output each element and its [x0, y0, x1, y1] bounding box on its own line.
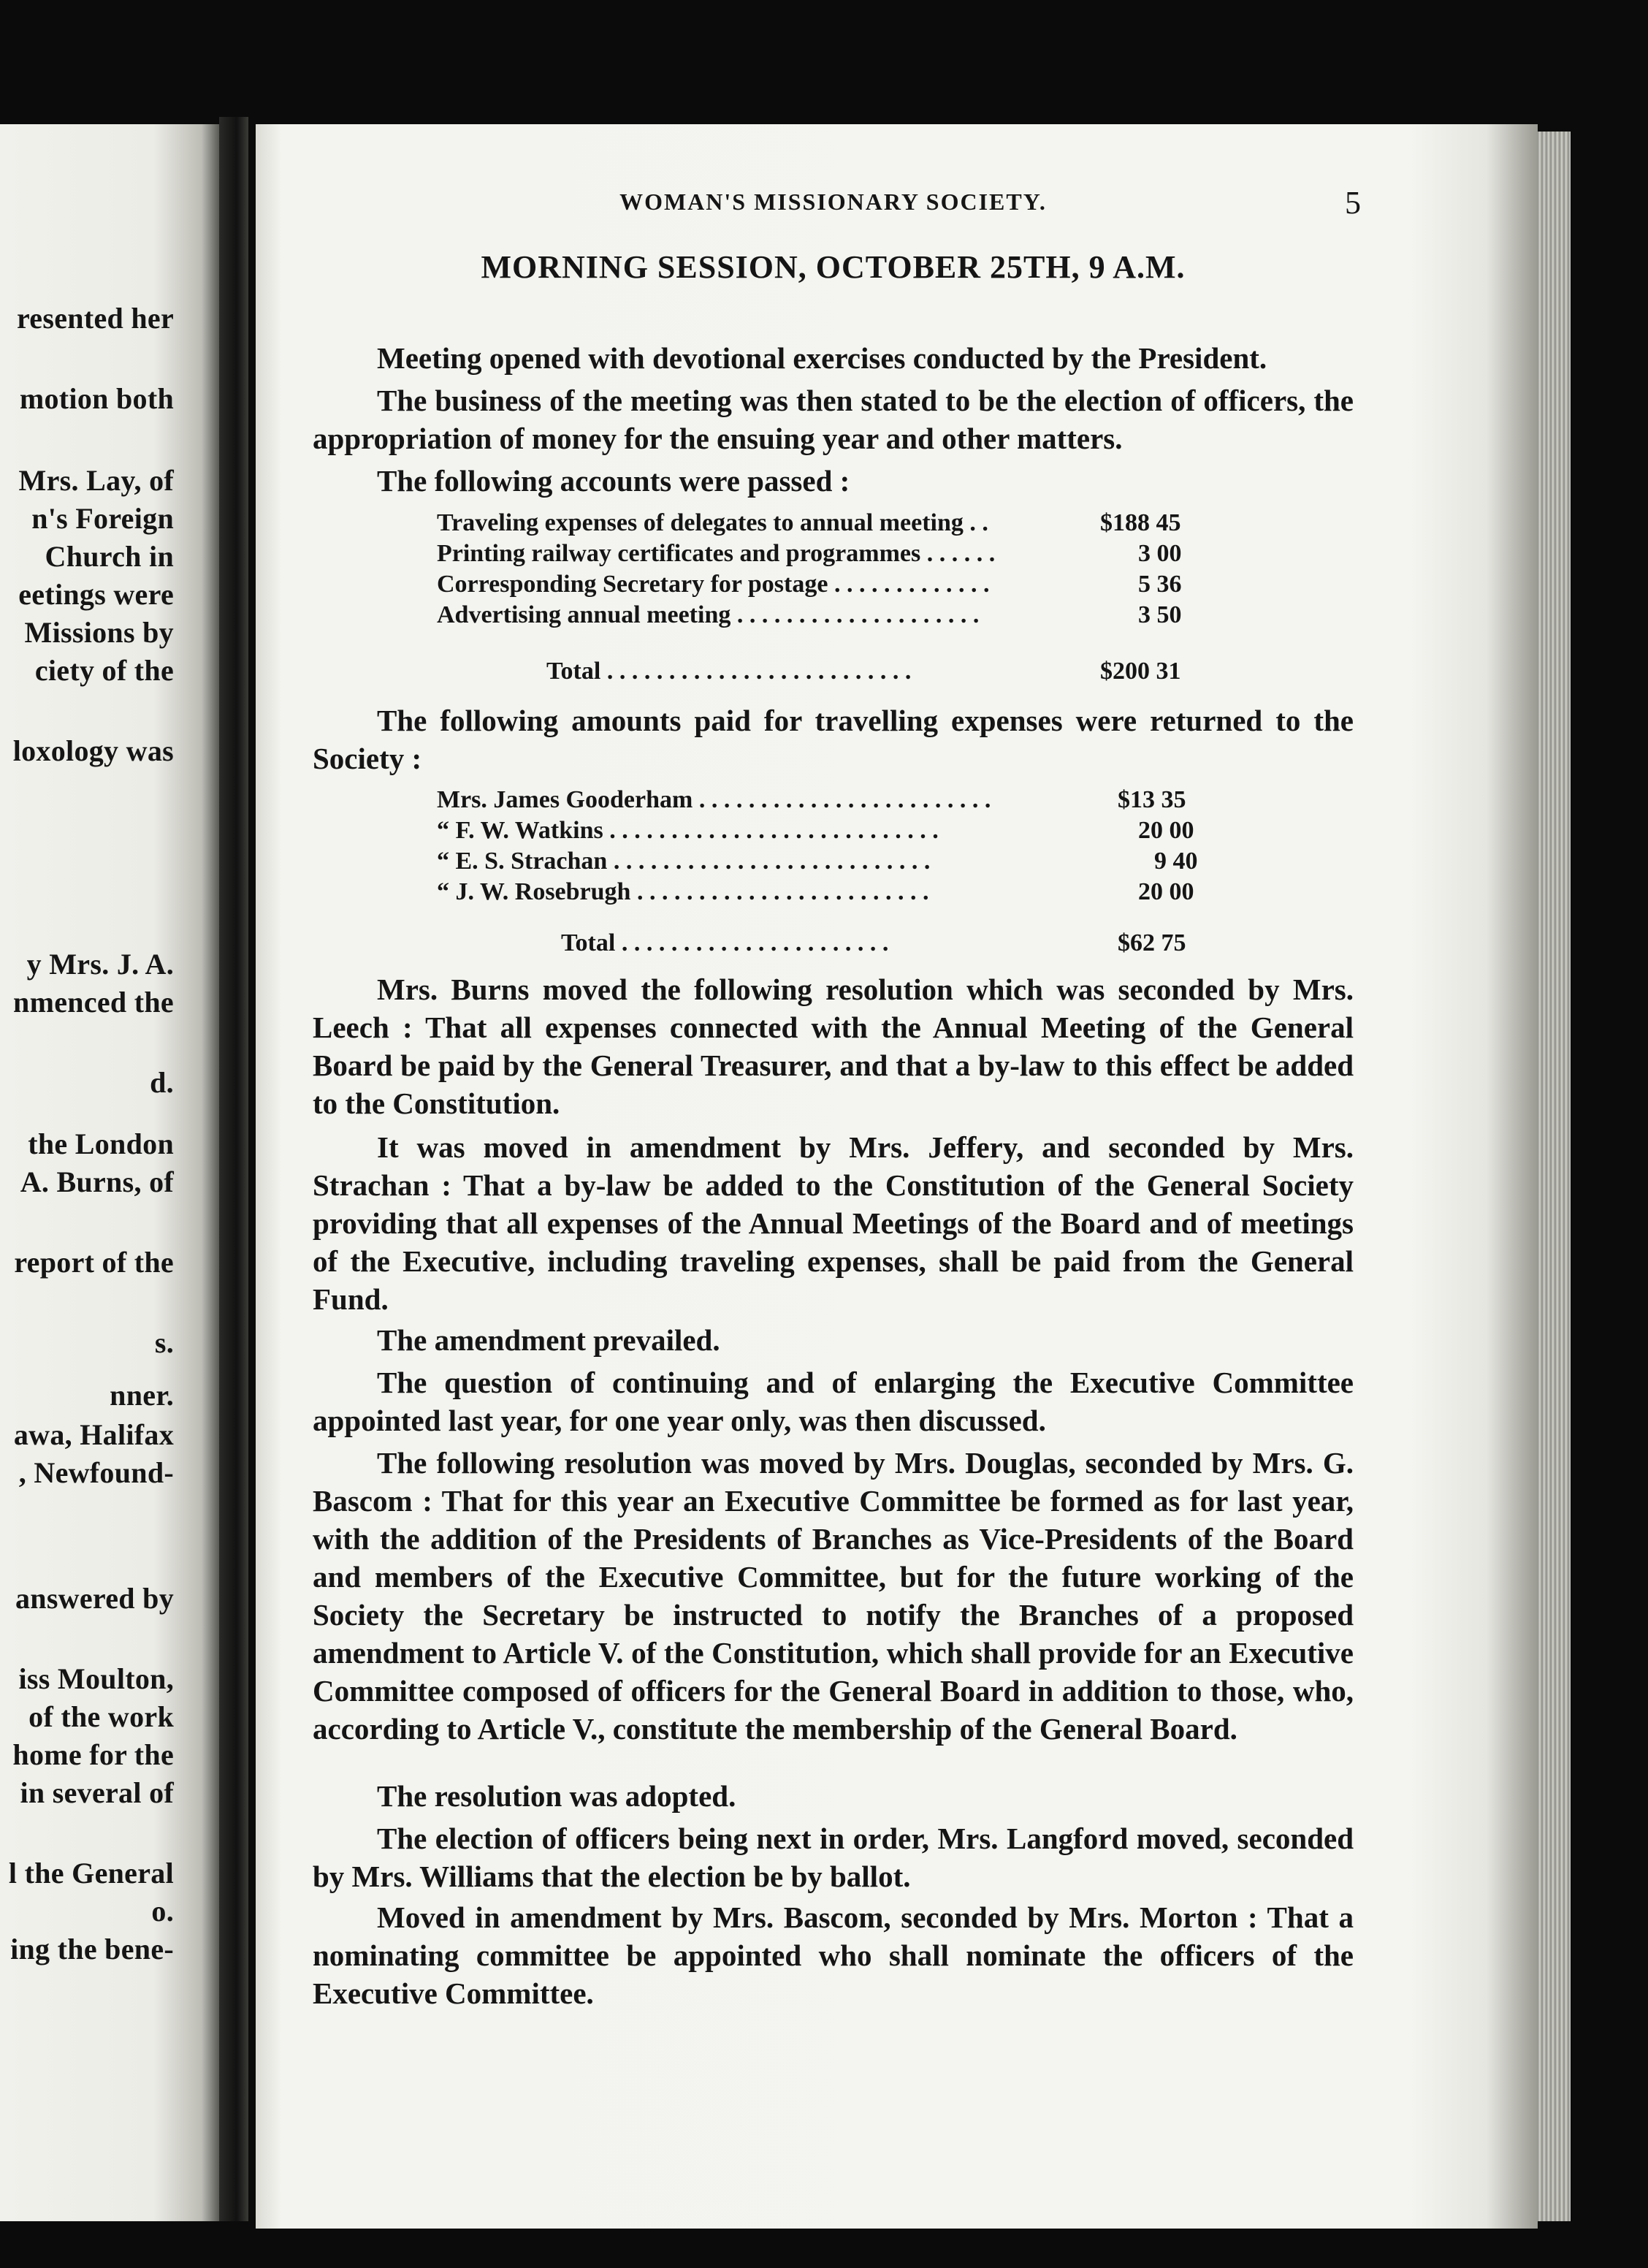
left-line: nmenced the	[13, 986, 174, 1019]
left-line: ing the bene-	[10, 1933, 174, 1966]
paragraph: The following amounts paid for travelling expenses were returned to the Society :	[313, 704, 1354, 775]
left-line: d.	[150, 1066, 174, 1099]
account-label: Corresponding Secretary for postage . . . . . . . . . . . . .	[437, 571, 990, 598]
running-header	[313, 184, 1361, 228]
left-line: awa, Halifax	[13, 1418, 174, 1451]
left-line: nner.	[110, 1379, 174, 1412]
left-line: Missions by	[24, 616, 174, 649]
left-line: in several of	[20, 1776, 174, 1809]
paragraph: The question of continuing and of enlarging the Executive Committee appointed last year, for one year only, was then discussed.	[313, 1366, 1354, 1437]
paragraph: The resolution was adopted.	[377, 1779, 736, 1813]
account-amount: 3 50	[1138, 601, 1182, 628]
account-amount: 3 00	[1138, 540, 1182, 567]
left-page-fragment	[0, 124, 219, 2221]
left-line: o.	[151, 1895, 174, 1928]
left-line: iss Moulton,	[18, 1662, 174, 1695]
left-line: loxology was	[12, 734, 174, 767]
account-amount: 5 36	[1138, 571, 1182, 598]
left-line: Church in	[45, 540, 174, 573]
paragraph: The following resolution was moved by Mrs. Douglas, seconded by Mrs. G. Bascom : That for this year an Executive Committee be formed as for last year, with the addition of the Presidents of Branches as Vice-Presidents of the Board and members of the Executive Committee, but for the future working of the Society the Secretary be instructed to notify the Branches of a proposed amendment to Article V. of the Constitution, which shall provide for an Executive Committee composed of officers for the General Board in addition to those, who, according to Article V., constitute the membership of the General Board.	[313, 1446, 1354, 1746]
returned-amount: 20 00	[1138, 817, 1194, 844]
account-amount: $188 45	[1100, 509, 1181, 536]
session-heading: MORNING SESSION, OCTOBER 25TH, 9 A.M.	[481, 249, 1186, 285]
left-line: home for the	[12, 1738, 174, 1771]
left-line: the London	[28, 1127, 174, 1160]
left-line: l the General	[8, 1857, 174, 1890]
left-line: , Newfound-	[18, 1456, 174, 1489]
left-line: resented her	[16, 302, 174, 335]
running-title: WOMAN'S MISSIONARY SOCIETY.	[619, 189, 1047, 215]
account-label: Advertising annual meeting . . . . . . . . . . . . . . . . . . . .	[437, 601, 980, 628]
returned-amount: 9 40	[1154, 848, 1198, 875]
account-label: Traveling expenses of delegates to annual meeting . .	[437, 509, 988, 536]
left-line: report of the	[14, 1246, 174, 1279]
paragraph: It was moved in amendment by Mrs. Jeffery, and seconded by Mrs. Strachan : That a by-law be added to the Constitution of the General Society providing that all expenses of the Annual Meetings of the Board and of meetings of the Executive, including traveling expenses, shall be paid from the General Fund.	[313, 1130, 1354, 1316]
left-line: Mrs. Lay, of	[18, 464, 174, 497]
returned-label: Mrs. James Gooderham . . . . . . . . . . . . . . . . . . . . . . . .	[437, 786, 991, 813]
left-line: A. Burns, of	[20, 1165, 174, 1198]
left-line: motion both	[19, 382, 174, 415]
returned-total-label: Total . . . . . . . . . . . . . . . . . . . . . .	[561, 929, 889, 956]
returned-amount: $13 35	[1118, 786, 1186, 813]
returned-label: “ E. S. Strachan . . . . . . . . . . . . . . . . . . . . . . . . . .	[437, 848, 931, 875]
paragraph: The amendment prevailed.	[377, 1323, 720, 1357]
left-line: answered by	[15, 1582, 174, 1615]
account-label: Printing railway certificates and programmes . . . . . .	[437, 540, 996, 567]
paragraph: Mrs. Burns moved the following resolution which was seconded by Mrs. Leech : That all expenses connected with the Annual Meeting of the General Board be paid by the General Treasurer, and that a by-law to this effect be added to the Constitution.	[313, 973, 1354, 1120]
page-number: 5	[1345, 185, 1361, 221]
left-line: n's Foreign	[31, 502, 174, 535]
returned-label: “ F. W. Watkins . . . . . . . . . . . . . . . . . . . . . . . . . . .	[437, 817, 939, 844]
returned-amount: 20 00	[1138, 878, 1194, 905]
right-page	[256, 124, 1538, 2229]
left-line: of the work	[28, 1700, 174, 1733]
left-line: ciety of the	[34, 654, 174, 687]
account-total-label: Total . . . . . . . . . . . . . . . . . . . . . . . . .	[546, 658, 912, 685]
paragraph: The business of the meeting was then stated to be the election of officers, the appropriation of money for the ensuing year and other matters.	[313, 384, 1354, 455]
paragraph: The election of officers being next in order, Mrs. Langford moved, seconded by Mrs. Williams that the election be by ballot.	[313, 1822, 1354, 1893]
book-spine	[219, 117, 248, 2221]
paragraph: Meeting opened with devotional exercises conducted by the President.	[377, 341, 1267, 375]
left-line: eetings were	[18, 578, 174, 611]
paragraph: Moved in amendment by Mrs. Bascom, seconded by Mrs. Morton : That a nominating committee be appointed who shall nominate the officers of the Executive Committee.	[313, 1900, 1354, 2010]
left-line: y Mrs. J. A.	[26, 948, 174, 981]
left-line: s.	[154, 1326, 174, 1359]
paragraph: The following accounts were passed :	[377, 464, 850, 498]
account-total-amount: $200 31	[1100, 658, 1181, 685]
returned-total-amount: $62 75	[1118, 929, 1186, 956]
returned-label: “ J. W. Rosebrugh . . . . . . . . . . . . . . . . . . . . . . . .	[437, 878, 929, 905]
